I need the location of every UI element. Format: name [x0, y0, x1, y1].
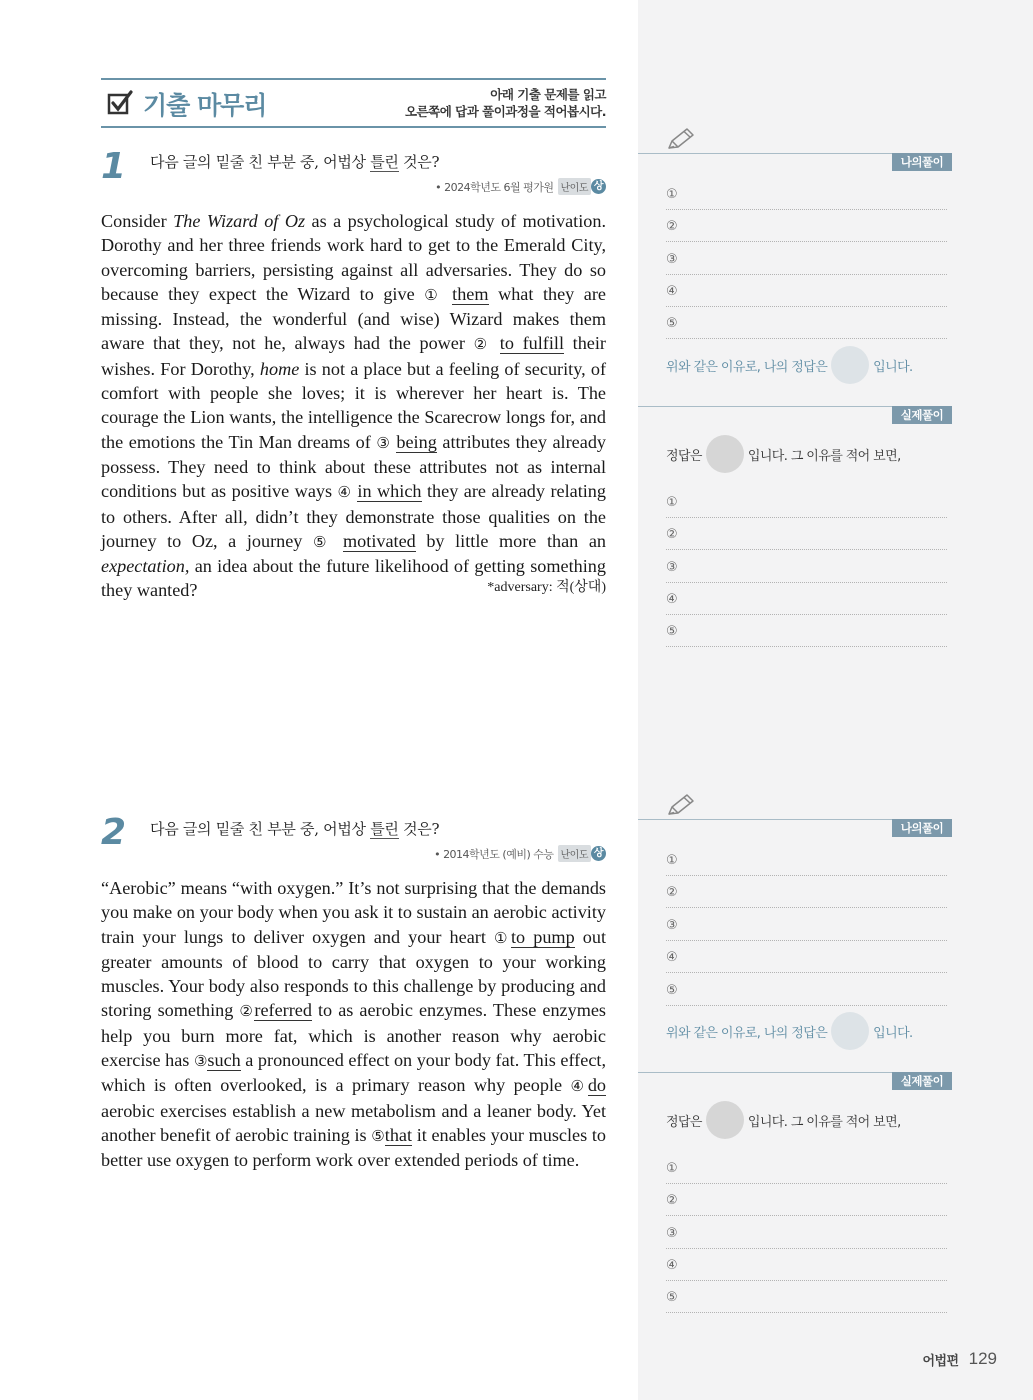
option-marker: ⑤	[371, 1126, 385, 1145]
my-answer-blank[interactable]	[831, 346, 869, 384]
option-marker: ①	[494, 928, 511, 947]
pencil-icon	[666, 126, 696, 152]
answer-line[interactable]: ⑤	[666, 973, 947, 1006]
answer-line[interactable]: ③	[666, 550, 947, 583]
my-solution-tag: 나의풀이	[892, 819, 952, 837]
answer-line[interactable]: ①	[666, 177, 947, 210]
passage-text: they are already relating to others. After all, didn’t they demonstrate those qualities on the journey to Oz, a journey	[101, 481, 606, 551]
passage	[101, 209, 606, 603]
question-source: • 2024학년도 6월 평가원 난이도 상	[435, 178, 606, 195]
underlined-phrase: to fulfill	[499, 333, 565, 354]
underlined-phrase: that	[384, 1124, 413, 1145]
my-answer-blank[interactable]	[831, 1012, 869, 1050]
answer-line[interactable]: ③	[666, 1216, 947, 1249]
underlined-phrase: such	[207, 1050, 241, 1071]
actual-solution-tag: 실제풀이	[892, 406, 952, 424]
passage-text	[491, 333, 500, 353]
answer-line[interactable]: ④	[666, 582, 947, 615]
answer-line[interactable]: ③	[666, 242, 947, 275]
pencil-icon	[666, 792, 696, 818]
italic-phrase: The Wizard of Oz	[173, 211, 306, 231]
answer-line[interactable]: ②	[666, 1183, 947, 1216]
question-prompt: 다음 글의 밑줄 친 부분 중, 어법상 틀린 것은?	[150, 820, 440, 838]
section-instruction: 아래 기출 문제를 읽고 오른쪽에 답과 풀이과정을 적어봅시다.	[404, 87, 606, 119]
passage-text	[332, 531, 343, 551]
passage-text: by little more than an	[415, 530, 607, 551]
answer-line[interactable]: ①	[666, 1151, 947, 1184]
underlined-phrase: motivated	[343, 530, 416, 551]
difficulty-label: 난이도	[558, 845, 591, 862]
question-number: 1	[101, 146, 127, 187]
italic-phrase: home	[259, 358, 300, 379]
my-answer-statement: 위와 같은 이유로, 나의 정답은 입니다.	[666, 1012, 913, 1050]
actual-answer-statement: 정답은 입니다. 그 이유를 적어 보면,	[666, 435, 901, 473]
passage-text	[443, 284, 453, 304]
underlined-phrase: referred	[254, 1000, 312, 1021]
answer-line[interactable]: ④	[666, 274, 947, 307]
answer-line[interactable]: ②	[666, 209, 947, 242]
option-marker: ①	[424, 285, 443, 304]
passage-text: their wishes. For Dorothy,	[101, 333, 606, 379]
answer-line[interactable]: ⑤	[666, 306, 947, 339]
page-footer	[922, 1349, 997, 1369]
checkbox-check-icon	[107, 90, 133, 116]
section-name: 어법편	[922, 1353, 959, 1369]
option-marker: ④	[570, 1077, 588, 1096]
section-title: 기출 마무리	[143, 91, 267, 120]
passage-text: out greater amounts of blood to carry that oxygen to your working muscles. Your body also responds to this challenge by producing and storing something	[101, 926, 606, 1021]
passage-text: “Aerobic” means “with oxygen.” It’s not surprising that the demands you make on your body when you ask it to sustain an aerobic activity train your lungs to deliver oxygen and your heart	[101, 878, 606, 947]
passage-text: attributes they already possess. They need to think about these attributes not as internal conditions but as positive ways	[101, 431, 607, 502]
passage-text: a pronounced effect on your body fat. This effect, which is often overlooked, is a primary reason why people	[101, 1050, 606, 1096]
actual-solution-tag: 실제풀이	[892, 1072, 952, 1090]
page-number: 129	[968, 1349, 997, 1368]
my-answer-statement: 위와 같은 이유로, 나의 정답은 입니다.	[666, 346, 913, 384]
option-marker: ④	[337, 483, 352, 502]
option-marker: ②	[473, 335, 492, 354]
underlined-phrase: being	[396, 431, 437, 452]
section-header	[101, 78, 606, 128]
passage-text: it enables your muscles to better use oxygen to perform work over extended periods of time.	[101, 1124, 606, 1171]
passage-text: as a psychological study of motivation. Dorothy and her three friends work hard to get to the Emerald City, overcoming barriers, persisting against all adversaries. They do so because they expect the Wizard to give	[101, 211, 606, 304]
answer-line[interactable]: ④	[666, 940, 947, 973]
difficulty-label: 난이도	[558, 178, 591, 195]
answer-line[interactable]: ③	[666, 908, 947, 941]
underlined-phrase: to pump	[511, 926, 575, 947]
underlined-phrase: them	[452, 283, 489, 304]
answer-line[interactable]: ②	[666, 875, 947, 908]
passage-text: what they are missing. Instead, the wonderful (and wise) Wizard makes them aware that they, not he, always had the power	[101, 283, 606, 354]
difficulty-badge: 상	[591, 179, 606, 194]
actual-answer-blank[interactable]	[706, 1101, 744, 1139]
question-prompt: 다음 글의 밑줄 친 부분 중, 어법상 틀린 것은?	[150, 153, 440, 171]
answer-line[interactable]: ②	[666, 517, 947, 550]
question-source: • 2014학년도 (예비) 수능 난이도 상	[434, 845, 606, 862]
actual-answer-blank[interactable]	[706, 435, 744, 473]
option-marker: ②	[239, 1002, 255, 1021]
answer-line[interactable]: ①	[666, 843, 947, 876]
actual-answer-statement: 정답은 입니다. 그 이유를 적어 보면,	[666, 1101, 901, 1139]
footnote: *adversary: 적(상대)	[487, 580, 606, 595]
answer-line[interactable]: ⑤	[666, 1280, 947, 1313]
option-marker: ③	[376, 433, 391, 452]
passage	[101, 876, 606, 1173]
passage-text: is not a place but a feeling of security, of comfort with people she loves; it is wherever her heart is. The courage the Lion wants, the intelligence the Scarecrow longs for, and the emotions the Tin Man dreams of	[101, 358, 606, 452]
option-marker: ③	[193, 1052, 208, 1071]
answer-line[interactable]: ①	[666, 485, 947, 518]
passage-text: an idea about the future likelihood of getting something they wanted?	[101, 556, 606, 601]
answer-line[interactable]: ④	[666, 1248, 947, 1281]
italic-phrase: expectation,	[101, 556, 190, 577]
difficulty-badge: 상	[591, 846, 606, 861]
underlined-phrase: in which	[357, 481, 422, 502]
option-marker: ⑤	[312, 532, 333, 551]
my-solution-tag: 나의풀이	[892, 153, 952, 171]
answer-line[interactable]: ⑤	[666, 614, 947, 647]
passage-text: Consider	[101, 211, 174, 231]
question-number: 2	[101, 812, 127, 853]
passage-text: aerobic exercises establish a new metabolism and a leaner body. Yet another benefit of aerobic training is	[101, 1100, 606, 1145]
underlined-phrase: do	[587, 1075, 607, 1096]
passage-text: to as aerobic enzymes. These enzymes help you burn more fat, which is another reason why aerobic exercise has	[101, 1000, 606, 1071]
